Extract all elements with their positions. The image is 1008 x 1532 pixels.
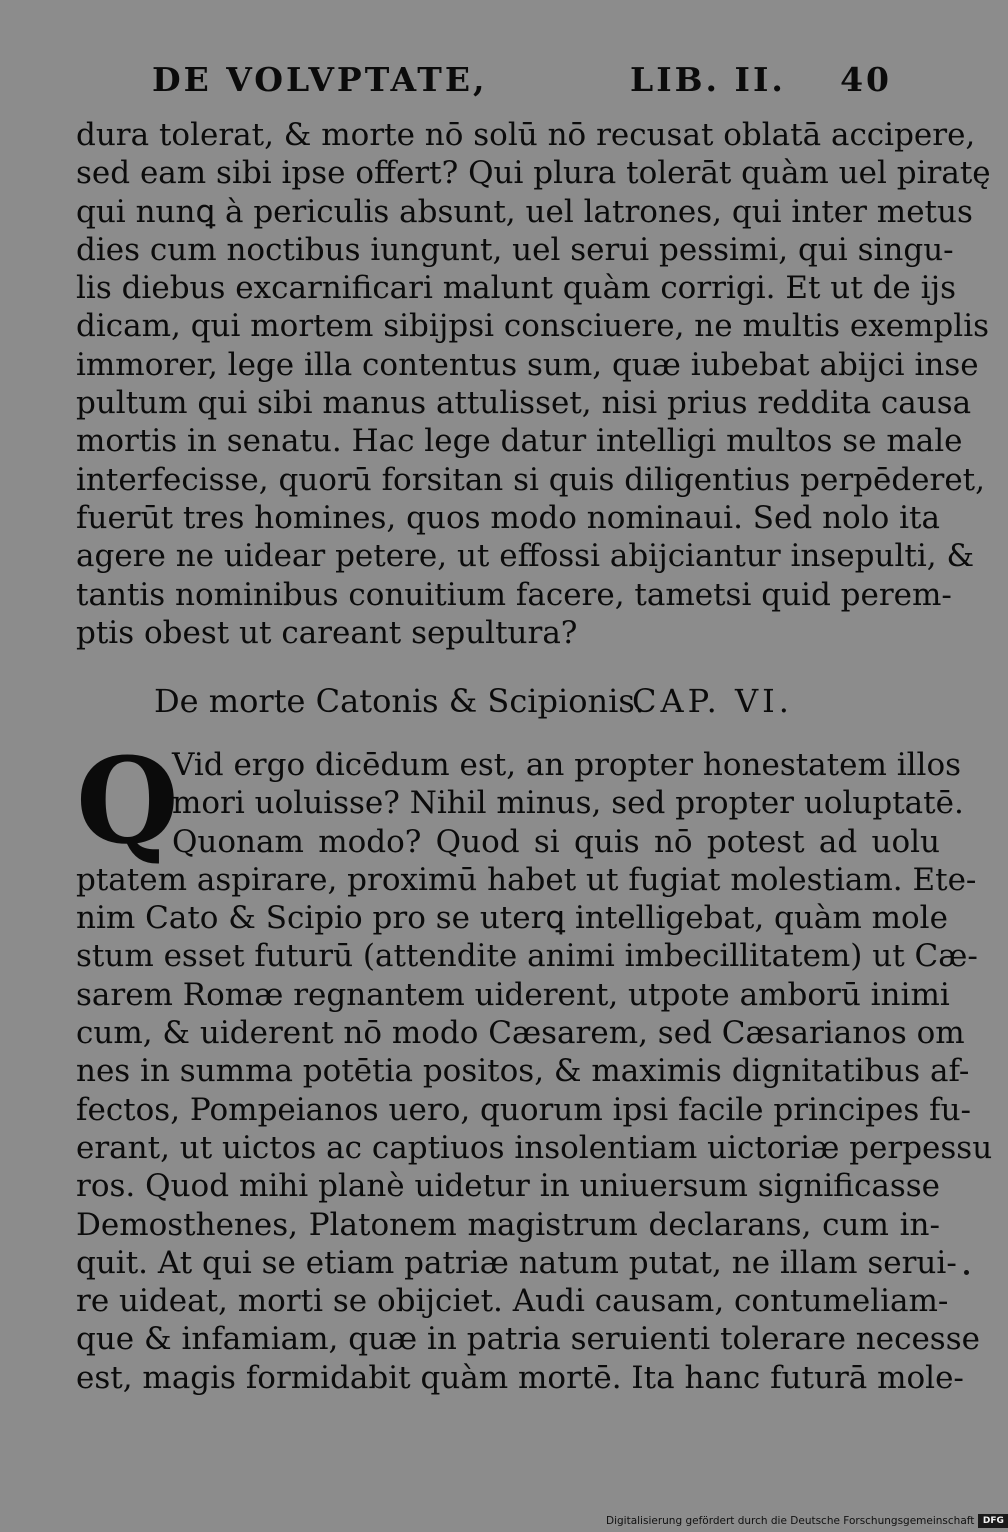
digitization-footer bbox=[606, 1512, 1008, 1530]
text-line: pultum qui sibi manus attulisset, nisi prius reddita causa bbox=[76, 385, 972, 422]
text-line: mortis in senatu. Hac lege datur intelligi multos se male bbox=[76, 423, 963, 460]
page-number: 40 bbox=[840, 60, 892, 99]
text-line: sarem Romæ regnantem uiderent, utpote amborū inimi bbox=[76, 976, 950, 1013]
text-line: immorer, lege illa contentus sum, quæ iubebat abijci inse bbox=[76, 346, 979, 383]
text-line: fuerūt tres homines, quos modo nominaui. Sed nolo ita bbox=[76, 499, 940, 536]
text-line: dicam, qui mortem sibijpsi consciuere, ne multis exemplis bbox=[76, 308, 990, 345]
text-line: cum, & uiderent nō modo Cæsarem, sed Cæsarianos om bbox=[76, 1015, 965, 1052]
text-line: ptatem aspirare, proximū habet ut fugiat molestiam. Ete- bbox=[76, 861, 977, 898]
text-line: sed eam sibi ipse offert? Qui plura tolerāt quàm uel piratę bbox=[76, 155, 991, 192]
running-head-book: LIB. II. bbox=[630, 60, 786, 99]
text-line: erant, ut uictos ac captiuos insolentiam uictoriæ perpessu bbox=[76, 1129, 993, 1166]
text-line: Vid ergo dicēdum est, an propter honestatem illos bbox=[172, 747, 962, 783]
text-line: nim Cato & Scipio pro se uterꝗ intelligebat, quàm mole bbox=[76, 900, 948, 937]
chapter-number: CAP. VI. bbox=[632, 682, 793, 720]
ink-dot bbox=[964, 1270, 969, 1275]
text-line: mori uoluisse? Nihil minus, sed propter uoluptatē. bbox=[172, 785, 964, 822]
chapter-heading bbox=[154, 682, 898, 726]
text-line: que & infamiam, quæ in patria seruienti tolerare necesse bbox=[76, 1321, 980, 1358]
running-head bbox=[152, 60, 892, 104]
text-line: fectos, Pompeianos uero, quorum ipsi facile principes fu- bbox=[76, 1091, 972, 1128]
text-block-1 bbox=[76, 116, 991, 652]
chapter-title: De morte Catonis & Scipionis. bbox=[154, 682, 645, 720]
running-head-title: DE VOLVPTATE, bbox=[152, 60, 488, 99]
text-line: re uideat, morti se obijciet. Audi causam, contumeliam- bbox=[76, 1283, 949, 1320]
text-line: quit. At qui se etiam patriæ natum putat, ne illam serui- bbox=[76, 1244, 957, 1281]
text-line: qui nunꝗ à periculis absunt, uel latrones, qui inter metus bbox=[76, 193, 973, 230]
text-line: est, magis formidabit quàm mortē. Ita hanc futurā mole- bbox=[76, 1359, 964, 1396]
text-line: tantis nominibus conuitium facere, tametsi quid perem- bbox=[76, 576, 952, 613]
text-line: interfecisse, quorū forsitan si quis diligentius perpēderet, bbox=[76, 461, 985, 498]
text-line: Demosthenes, Platonem magistrum declarans, cum in- bbox=[76, 1206, 940, 1243]
text-line: dies cum noctibus iungunt, uel serui pessimi, qui singu- bbox=[76, 231, 954, 268]
text-line: ptis obest ut careant sepultura? bbox=[76, 614, 578, 651]
text-line: ros. Quod mihi planè uidetur in uniuersum significasse bbox=[76, 1168, 940, 1205]
text-line: agere ne uidear petere, ut effossi abijciantur insepulti, & bbox=[76, 538, 975, 575]
text-line: Quonam modo? Quod si quis nō potest ad uolu bbox=[172, 823, 940, 860]
text-line: dura tolerat, & morte nō solū nō recusat oblatā accipere, bbox=[76, 117, 976, 153]
dfg-logo: DFG bbox=[978, 1514, 1008, 1528]
text-line: nes in summa potētia positos, & maximis dignitatibus af- bbox=[76, 1053, 970, 1090]
text-line: lis diebus excarnificari malunt quàm corrigi. Et ut de ijs bbox=[76, 270, 957, 307]
drop-capital: Q bbox=[76, 731, 179, 870]
text-block-2 bbox=[76, 746, 993, 1397]
text-line: stum esset futurū (attendite animi imbecillitatem) ut Cæ- bbox=[76, 938, 978, 975]
footer-text: Digitalisierung gefördert durch die Deutsche Forschungsgemeinschaft bbox=[606, 1515, 975, 1527]
